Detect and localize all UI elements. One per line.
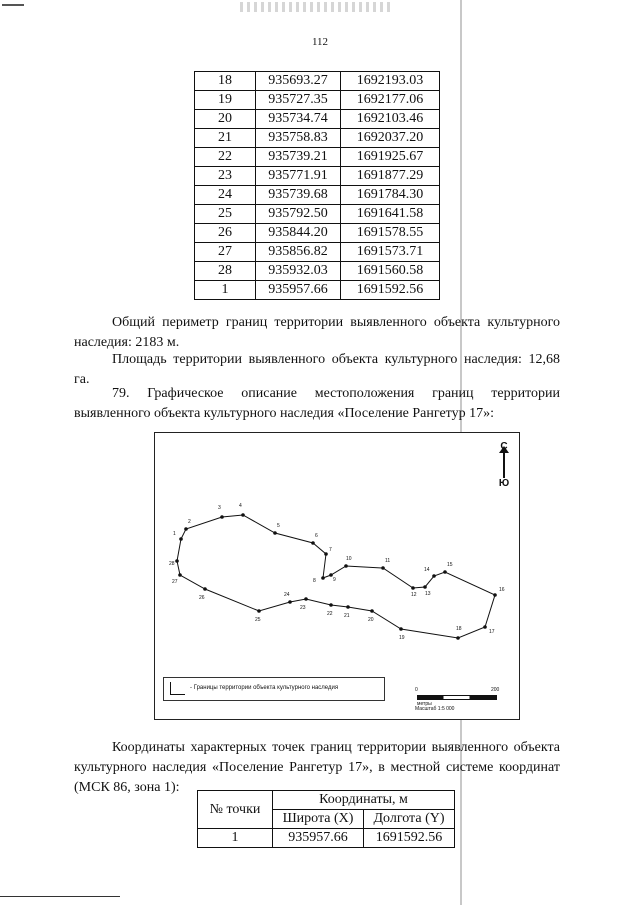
scale-left-label: 0 <box>415 687 418 693</box>
boundary-point-label: 4 <box>239 503 242 509</box>
boundary-point <box>178 573 182 577</box>
boundary-point-label: 9 <box>333 577 336 583</box>
point-number-cell: 20 <box>195 110 256 129</box>
point-number-cell: 22 <box>195 148 256 167</box>
boundary-point <box>344 564 348 568</box>
table-row <box>195 224 440 243</box>
latitude-cell: 935739.68 <box>256 186 341 205</box>
boundary-point-label: 2 <box>188 519 191 525</box>
latitude-cell: 935856.82 <box>256 243 341 262</box>
header-longitude: Долгота (Y) <box>364 810 455 829</box>
longitude-cell: 1691784.30 <box>341 186 440 205</box>
boundary-point-label: 5 <box>277 523 280 529</box>
latitude-cell: 935739.21 <box>256 148 341 167</box>
boundary-point-label: 10 <box>346 556 352 562</box>
header-latitude: Широта (X) <box>273 810 364 829</box>
table-row <box>195 186 440 205</box>
longitude-cell: 1692103.46 <box>341 110 440 129</box>
table-row <box>195 281 440 300</box>
boundary-point <box>257 609 261 613</box>
table-row <box>195 110 440 129</box>
boundary-point-label: 20 <box>368 617 374 623</box>
scan-corner-mark <box>2 4 24 6</box>
boundary-point-label: 11 <box>385 558 391 564</box>
header-point-no: № точки <box>198 791 273 829</box>
legend-text: - Границы территории объекта культурного наследия <box>190 685 339 691</box>
longitude-cell: 1691641.58 <box>341 205 440 224</box>
point-number-cell: 24 <box>195 186 256 205</box>
point-number-cell: 26 <box>195 224 256 243</box>
table-row <box>195 205 440 224</box>
boundary-point <box>311 541 315 545</box>
longitude-cell: 1692037.20 <box>341 129 440 148</box>
boundary-point <box>175 559 179 563</box>
scale-unit: метры <box>417 701 432 707</box>
point-number-cell: 27 <box>195 243 256 262</box>
boundary-point-label: 19 <box>399 635 405 641</box>
boundary-point-label: 18 <box>456 626 462 632</box>
header-coordinates: Координаты, м <box>273 791 455 810</box>
scan-smudge <box>240 2 390 12</box>
scale-bar-graphic <box>417 695 497 700</box>
point-number-cell: 23 <box>195 167 256 186</box>
boundary-point-label: 8 <box>313 578 316 584</box>
point-number-cell: 19 <box>195 91 256 110</box>
boundary-point-label: 12 <box>411 592 417 598</box>
boundary-point <box>346 605 350 609</box>
table-row <box>195 148 440 167</box>
boundary-point-label: 7 <box>329 547 332 553</box>
longitude-cell: 1691877.29 <box>341 167 440 186</box>
perimeter-paragraph: Общий периметр границ территории выявленного объекта культурного наследия: 2183 м. <box>74 315 560 350</box>
boundary-point <box>329 603 333 607</box>
boundary-point-label: 27 <box>172 579 178 585</box>
north-arrow <box>497 441 511 489</box>
latitude-cell: 935771.91 <box>256 167 341 186</box>
latitude-cell: 935957.66 <box>256 281 341 300</box>
boundary-point <box>184 527 188 531</box>
longitude-cell: 1692177.06 <box>341 91 440 110</box>
scale-ratio: Масштаб 1:5 000 <box>415 706 455 712</box>
latitude-cell: 935727.35 <box>256 91 341 110</box>
point-number-cell: 18 <box>195 72 256 91</box>
point-number-cell: 1 <box>198 829 273 848</box>
latitude-cell: 935734.74 <box>256 110 341 129</box>
point-number-cell: 28 <box>195 262 256 281</box>
boundary-point <box>443 570 447 574</box>
boundary-point-label: 25 <box>255 617 261 623</box>
coordinates-table <box>194 71 440 300</box>
boundary-point <box>241 513 245 517</box>
scale-right-label: 200 <box>491 687 500 693</box>
page-number: 112 <box>311 36 329 48</box>
area-paragraph: Площадь территории выявленного объекта культурного наследия: 12,68 га. <box>74 352 560 387</box>
boundary-point-label: 6 <box>315 533 318 539</box>
boundary-point-label: 16 <box>499 587 505 593</box>
map-legend <box>163 677 385 701</box>
boundary-point <box>432 574 436 578</box>
boundary-point <box>288 600 292 604</box>
boundary-point-label: 24 <box>284 592 290 598</box>
boundary-point-label: 28 <box>169 561 175 567</box>
latitude-cell: 935932.03 <box>256 262 341 281</box>
boundary-point-label: 21 <box>344 613 350 619</box>
boundary-point <box>304 597 308 601</box>
north-arrow-icon <box>503 452 505 478</box>
longitude-cell: 1691578.55 <box>341 224 440 243</box>
longitude-cell: 1691925.67 <box>341 148 440 167</box>
boundary-point-label: 1 <box>173 531 176 537</box>
longitude-cell: 1692193.03 <box>341 72 440 91</box>
point-1-table <box>197 790 455 848</box>
boundary-point-label: 26 <box>199 595 205 601</box>
south-label: Ю <box>498 478 510 489</box>
boundary-point <box>179 537 183 541</box>
boundary-line <box>177 515 495 638</box>
boundary-point <box>423 585 427 589</box>
boundary-point <box>203 587 207 591</box>
bottom-rule <box>0 896 120 897</box>
point-number-cell: 21 <box>195 129 256 148</box>
table-row <box>195 262 440 281</box>
table-row <box>195 72 440 91</box>
point-number-cell: 1 <box>195 281 256 300</box>
boundary-point <box>273 531 277 535</box>
boundary-point <box>456 636 460 640</box>
table-row <box>195 167 440 186</box>
boundary-point <box>381 566 385 570</box>
boundary-point <box>324 552 328 556</box>
latitude-cell: 935792.50 <box>256 205 341 224</box>
boundary-point-label: 14 <box>424 567 430 573</box>
boundary-point-label: 23 <box>300 605 306 611</box>
longitude-cell: 1691592.56 <box>364 829 455 848</box>
longitude-cell: 1691573.71 <box>341 243 440 262</box>
latitude-cell: 935957.66 <box>273 829 364 848</box>
boundary-point <box>399 627 403 631</box>
table-row <box>195 91 440 110</box>
table-row <box>195 129 440 148</box>
boundary-legend-icon <box>170 682 185 695</box>
boundary-point <box>220 515 224 519</box>
point-number-cell: 25 <box>195 205 256 224</box>
boundary-point <box>483 625 487 629</box>
longitude-cell: 1691592.56 <box>341 281 440 300</box>
boundary-point-label: 3 <box>218 505 221 511</box>
section-79-paragraph: 79. Графическое описание местоположения границ территории выявленного объекта культурного наследия «Поселение Рангетур 17»: <box>74 386 560 421</box>
latitude-cell: 935693.27 <box>256 72 341 91</box>
scale-bar <box>413 687 509 713</box>
boundary-map <box>154 432 520 720</box>
boundary-point <box>493 593 497 597</box>
boundary-point-label: 22 <box>327 611 333 617</box>
coords-intro-paragraph: Координаты характерных точек границ территории выявленного объекта культурного наследия «Поселение Рангетур 17», в местной системе координат (МСК 86, зона 1): <box>74 740 560 795</box>
boundary-point <box>370 609 374 613</box>
latitude-cell: 935844.20 <box>256 224 341 243</box>
longitude-cell: 1691560.58 <box>341 262 440 281</box>
latitude-cell: 935758.83 <box>256 129 341 148</box>
boundary-point <box>321 576 325 580</box>
boundary-point <box>411 586 415 590</box>
boundary-point-label: 15 <box>447 562 453 568</box>
table-row <box>195 243 440 262</box>
boundary-point-label: 17 <box>489 629 495 635</box>
boundary-point-label: 13 <box>425 591 431 597</box>
